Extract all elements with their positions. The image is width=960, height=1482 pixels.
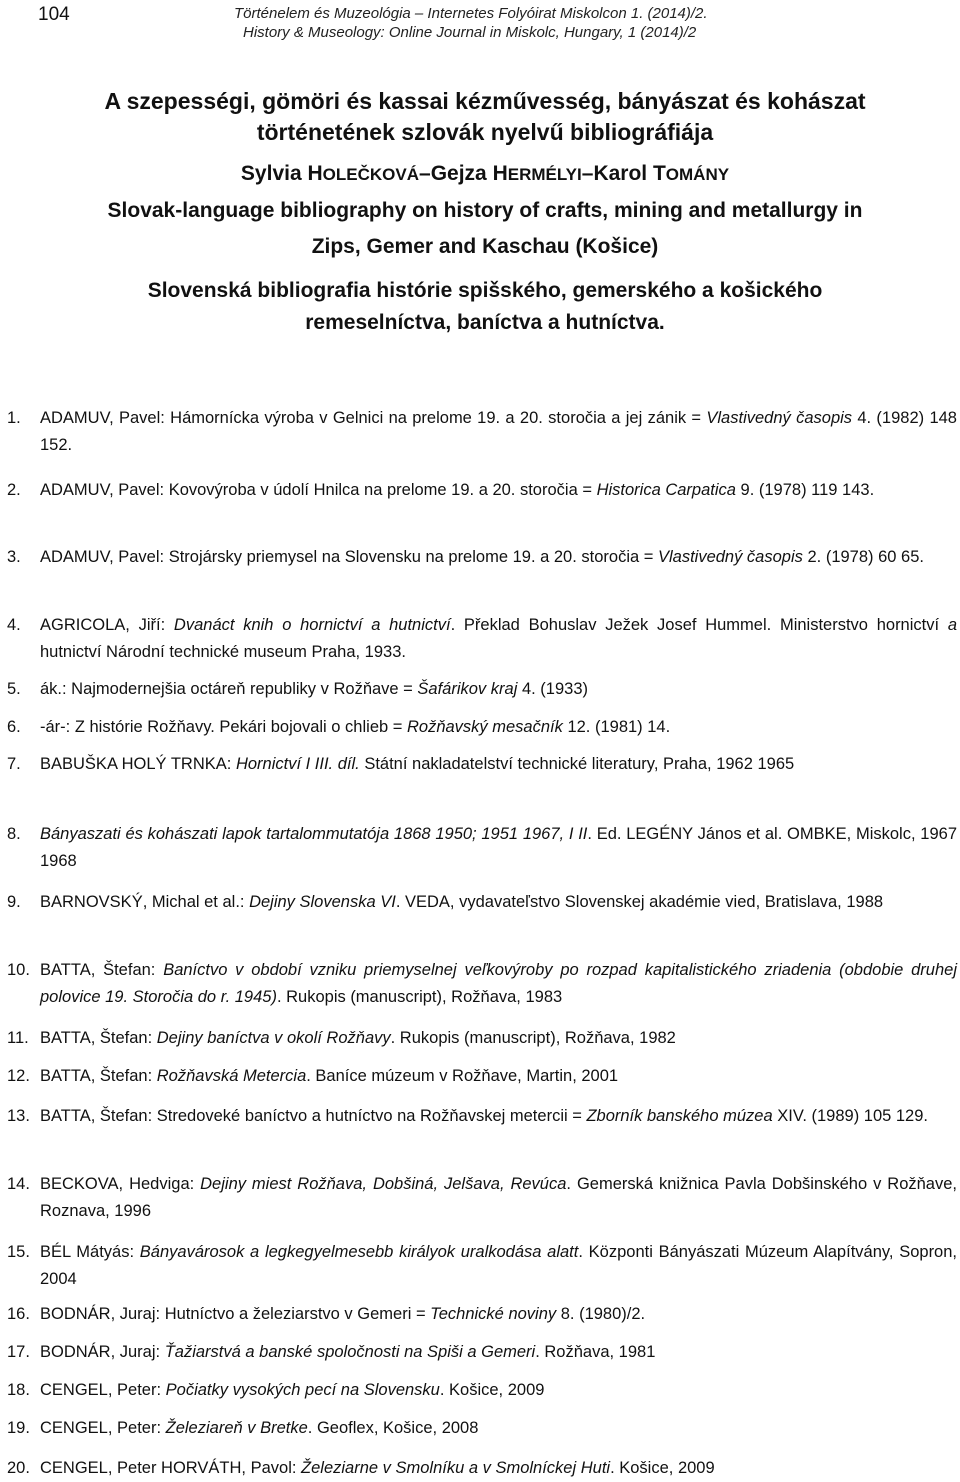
entry-text-segment: . Košice, 2009 (439, 1381, 545, 1399)
entry-number: 1. (7, 409, 21, 427)
entry-text-segment: BÉL Mátyás: (40, 1243, 140, 1261)
entry-text (40, 1339, 957, 1366)
entry-text-segment: BARNOVSKÝ, Michal et al.: (40, 893, 250, 911)
entry-text-segment: ADAMUV, Pavel: Strojársky priemysel na Slovensku na prelome 19. a 20. storočia = (40, 548, 658, 566)
entry-title-italic: Hornictví I III. díl. (235, 755, 360, 773)
entry-text-segment: . Překlad Bohuslav Ježek Josef Hummel. Ministerstvo hornictví (450, 616, 948, 634)
entry-number: 17. (7, 1343, 30, 1361)
entry-number: 9. (7, 893, 21, 911)
entry-text (40, 821, 957, 875)
author-2-first: Gejza (430, 162, 493, 185)
entry-text-segment: 2. (1978) 60 65. (802, 548, 924, 566)
entry-text-segment: BATTA, Štefan: Stredoveké baníctvo a hutníctvo na Rožňavskej metercii = (40, 1107, 587, 1125)
entry-text (40, 1025, 957, 1052)
title-english-line-2: Zips, Gemer and Kaschau (Košice) (311, 235, 659, 258)
entry-text-segment: CENGEL, Peter: (40, 1381, 166, 1399)
title-hungarian-line-2: történetének szlovák nyelvű bibliográfiája (256, 119, 714, 145)
entry-number: 2. (7, 481, 21, 499)
entry-title-italic: Železiareň v Bretke (165, 1419, 308, 1437)
entry-text (40, 612, 957, 666)
entry-title-italic: Baníctvo v období vzniku priemyselnej veľkovýroby po rozpad kapitalistického zriadenia (obdobie druhej polovice 19. Storočia do r. 1945) (40, 961, 958, 1006)
entry-text-segment: . Rukopis (manuscript), Rožňava, 1982 (390, 1029, 676, 1047)
entry-text-segment: BABUŠKA HOLÝ TRNKA: (40, 755, 236, 773)
entry-text-segment: 4. (1933) (517, 680, 588, 698)
entry-text (40, 405, 957, 459)
entry-text-segment: -ár-: Z histórie Rožňavy. Pekári bojovali o chlieb = (40, 718, 407, 736)
authors (60, 159, 910, 189)
journal-title-hu: Történelem és Muzeológia – Internetes Folyóirat Miskolcon 1. (2014)/2. (234, 5, 708, 22)
entry-text-segment: 8. (1980)/2. (556, 1305, 646, 1323)
author-separator: – (581, 162, 594, 185)
author-2-last-initial: H (492, 162, 508, 185)
title-english (60, 193, 910, 265)
article-heading (60, 86, 910, 339)
entry-number: 5. (7, 680, 21, 698)
entry-text-segment: BECKOVA, Hedviga: (40, 1175, 201, 1193)
entry-title-italic: Rožňavská Metercia (156, 1067, 307, 1085)
entry-text (40, 1415, 957, 1442)
entry-number: 7. (7, 755, 21, 773)
entry-text-segment: . VEDA, vydavateľstvo Slovenskej akadémie vied, Bratislava, 1988 (395, 893, 884, 911)
entry-text (40, 957, 957, 1011)
entry-text (40, 1301, 957, 1328)
entry-title-italic: Bányavárosok a legkegyelmesebb királyok uralkodása alatt (139, 1243, 579, 1261)
entry-title-italic: Bányaszati és kohászati lapok tartalommutatója 1868 1950; 1951 1967, I II (40, 825, 588, 843)
entry-text-segment: BATTA, Štefan: (40, 1029, 157, 1047)
entry-number: 15. (7, 1243, 30, 1261)
author-2-last-rest: ERMÉLYI (507, 165, 582, 184)
entry-text-segment: . Rožňava, 1981 (535, 1343, 656, 1361)
entry-text (40, 1377, 957, 1404)
entry-text-segment: BODNÁR, Juraj: Hutníctvo a železiarstvo v Gemeri = (40, 1305, 431, 1323)
entry-title-italic: Šafárikov kraj (417, 680, 518, 698)
entry-number: 10. (7, 961, 30, 979)
entry-text-segment: ADAMUV, Pavel: Kovovýroba v údolí Hnilca na prelome 19. a 20. storočia = (40, 481, 597, 499)
title-english-line-1: Slovak-language bibliography on history of crafts, mining and metallurgy in (107, 199, 863, 222)
title-slovak (60, 275, 910, 339)
entry-text-segment: . Baníce múzeum v Rožňave, Martin, 2001 (306, 1067, 619, 1085)
author-1-last-initial: H (307, 162, 323, 185)
author-1-first: Sylvia (240, 162, 308, 185)
entry-title-italic: Vlastivedný časopis (706, 409, 853, 427)
entry-text-segment: 4. (1982) 148 152. (40, 409, 957, 454)
entry-number: 14. (7, 1175, 30, 1193)
entry-text-segment: . Košice, 2009 (610, 1459, 715, 1477)
entry-text-segment: . Központi Bányászati Múzeum Alapítvány, Sopron, 2004 (40, 1243, 957, 1288)
author-1-last-rest: OLEČKOVÁ (322, 165, 419, 184)
entry-text-segment: CENGEL, Peter: (40, 1419, 166, 1437)
entry-text-segment: ák.: Najmodernejšia octáreň republiky v Rožňave = (40, 680, 418, 698)
page-number: 104 (38, 4, 70, 25)
author-separator: – (419, 162, 431, 185)
entry-text-segment: . Geoflex, Košice, 2008 (307, 1419, 479, 1437)
entry-title-italic: Ťažiarstvá a banské spoločnosti na Spiši a Gemeri (164, 1343, 536, 1361)
entry-number: 6. (7, 718, 21, 736)
entry-number: 11. (7, 1029, 29, 1047)
entry-title-italic: Dejiny baníctva v okolí Rožňavy (156, 1029, 391, 1047)
entry-text (40, 889, 957, 916)
author-3-first: Karol (593, 162, 653, 185)
entry-text-segment: Státní nakladatelství technické literatury, Praha, 1962 1965 (359, 755, 795, 773)
entry-text-segment: . Rukopis (manuscript), Rožňava, 1983 (276, 988, 563, 1006)
entry-text (40, 1455, 957, 1482)
entry-text (40, 477, 957, 504)
entry-text (40, 544, 957, 571)
entry-title-italic: Zborník banského múzea (586, 1107, 773, 1125)
entry-text (40, 1171, 957, 1225)
entry-text-segment: 12. (1981) 14. (562, 718, 671, 736)
entry-text (40, 676, 957, 703)
title-slovak-line-2: remeselníctva, baníctva a hutníctva. (305, 311, 665, 334)
entry-text (40, 1063, 957, 1090)
entry-title-italic: Dejiny miest Rožňava, Dobšiná, Jelšava, Revúca (200, 1175, 567, 1193)
entry-title-italic: Železiarne v Smolníku a v Smolníckej Huti (301, 1459, 611, 1477)
entry-text (40, 1239, 957, 1293)
entry-title-italic: Vlastivedný časopis (657, 548, 803, 566)
entry-text (40, 714, 957, 741)
title-slovak-line-1: Slovenská bibliografia histórie spišského, gemerského a košického (147, 279, 823, 302)
entry-text (40, 1103, 957, 1130)
entry-number: 13. (7, 1107, 30, 1125)
entry-title-italic: Počiatky vysokých pecí na Slovensku (165, 1381, 440, 1399)
entry-text-segment: CENGEL, Peter HORVÁTH, Pavol: (40, 1459, 302, 1477)
author-3-last-initial: T (652, 162, 666, 185)
journal-title (234, 4, 708, 42)
author-3-last-rest: OMÁNY (665, 165, 730, 184)
entry-number: 4. (7, 616, 21, 634)
entry-text-segment: BODNÁR, Juraj: (40, 1343, 165, 1361)
entry-title-italic: Rožňavský mesačník (406, 718, 563, 736)
entry-text-segment: 9. (1978) 119 143. (735, 481, 875, 499)
entry-number: 18. (7, 1381, 30, 1399)
entry-text-segment: . Ed. LEGÉNY János et al. OMBKE, Miskolc, 1967 1968 (40, 825, 958, 870)
title-hungarian (60, 86, 910, 148)
entry-title-italic: Historica Carpatica (596, 481, 736, 499)
entry-title-italic: Dejiny Slovenska VI (249, 893, 396, 911)
entry-number: 8. (7, 825, 21, 843)
entry-text-segment: ADAMUV, Pavel: Hámornícka výroba v Gelnici na prelome 19. a 20. storočia a jej zánik = (40, 409, 707, 427)
entry-number: 19. (7, 1419, 30, 1437)
entry-number: 20. (7, 1459, 30, 1477)
entry-number: 12. (7, 1067, 30, 1085)
entry-text (40, 751, 957, 778)
entry-text-segment: AGRICOLA, Jiří: (40, 616, 174, 634)
entry-number: 16. (7, 1305, 30, 1323)
entry-title-italic: Technické noviny (430, 1305, 557, 1323)
entry-text-segment: BATTA, Štefan: (40, 961, 164, 979)
running-header (0, 0, 960, 48)
title-hungarian-line-1: A szepességi, gömöri és kassai kézművesség, bányászat és kohászat (104, 88, 866, 114)
entry-text-segment: XIV. (1989) 105 129. (772, 1107, 928, 1125)
journal-title-en: History & Museology: Online Journal in Miskolc, Hungary, 1 (2014)/2 (243, 24, 697, 41)
entry-text-segment: BATTA, Štefan: (40, 1067, 157, 1085)
entry-title-italic: a (947, 616, 957, 634)
entry-title-italic: Dvanáct knih o hornictví a hutnictví (173, 616, 451, 634)
entry-number: 3. (7, 548, 21, 566)
entry-text-segment: . Gemerská knižnica Pavla Dobšinského v Rožňave, Roznava, 1996 (40, 1175, 957, 1220)
entry-text-segment: hutnictví Národní technické museum Praha, 1933. (40, 643, 406, 661)
